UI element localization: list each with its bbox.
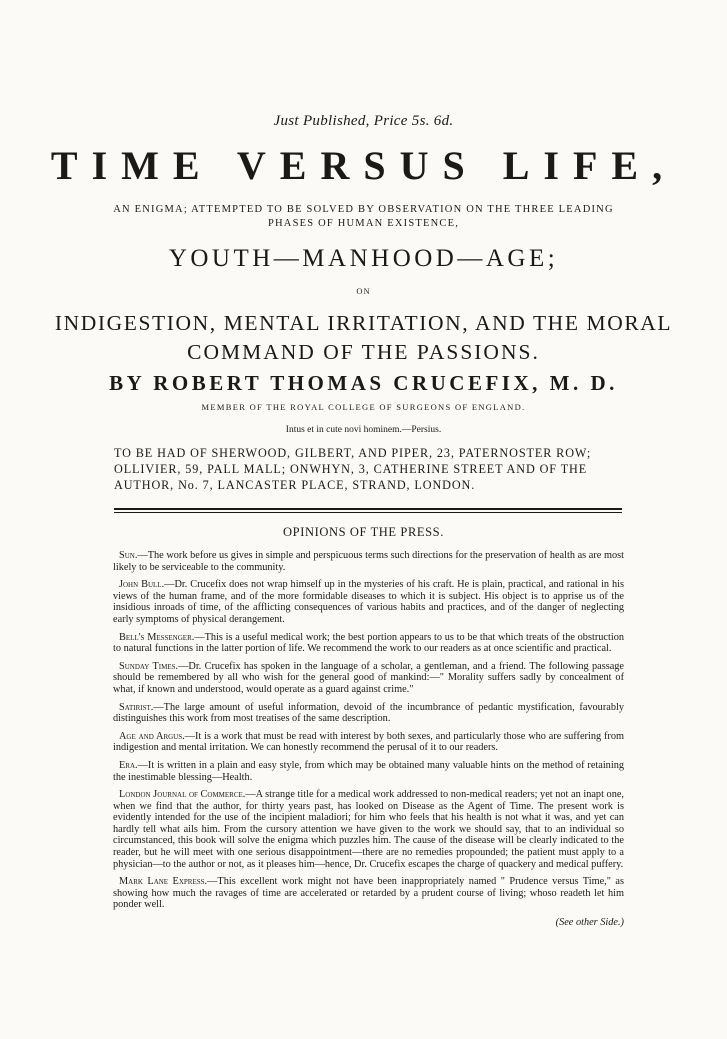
publication-note: Just Published, Price 5s. 6d. (273, 113, 454, 129)
review-text: —Dr. Crucefix has spoken in the language of a scholar, a gentleman, and a friend. The following passage should be remembered by all who wish for the general good of mankind:—" Morality suffers sadly by concealment of what, if known and understood, would operate as a guard against crime." (113, 660, 624, 695)
review-item (113, 661, 624, 696)
review-text: —A strange title for a medical work addressed to non-medical readers; yet not an inapt one, when we find that the author, for thirty years past, has looked on Disease as the Agent of Time. The present work is evidently intended for the use of the incipient maladiori; for him who feels that his health is not what it was, and yet can hardly tell what ails him. From the cursory attention we have given to the work we should say, that to an individual so circumstanced, this book will solve the enigma which puzzles him. The cause of the disease will be clearly indicated to the reader, but he will meet with one serious disappointment—there are no remedies propounded; the patient must apply to a physician—to the author or not, as it pleases him—hence, Dr. Crucefix escapes the charge of quackery and medical puffery. (113, 789, 624, 870)
booksellers-notice: TO BE HAD OF SHERWOOD, GILBERT, AND PIPER, 23, PATERNOSTER ROW; OLLIVIER, 59, PALL MALL; ONWHYN, 3, CATHERINE STREET AND OF THE AUTHOR, No. 7, LANCASTER PLACE, STRAND, LONDON. (114, 446, 592, 492)
review-source: Sunday Times. (119, 660, 179, 672)
book-title: TIME VERSUS LIFE, (50, 143, 677, 188)
author-line: BY ROBERT THOMAS CRUCEFIX, M. D. (109, 371, 618, 395)
review-item (113, 760, 624, 783)
review-source: Age and Argus. (119, 730, 185, 742)
on-connector: ON (356, 286, 371, 296)
press-reviews (113, 550, 624, 929)
review-text: —The work before us gives in simple and perspicuous terms such directions for the preservation of health as are most likely to be serviceable to the community. (113, 550, 624, 573)
review-text: —It is a work that must be read with interest by both sexes, and particularly those who are suffering from indigestion and mental irritation. We can honestly recommend the perusal of it to our readers. (113, 730, 624, 754)
review-source: Bell's Messenger. (119, 631, 195, 643)
see-other-side-note: (See other Side.) (555, 917, 624, 929)
life-phases: YOUTH—MANHOOD—AGE; (168, 245, 559, 272)
review-item (113, 579, 624, 625)
review-text: —This is a useful medical work; the best portion appears to us to be that which treats of the obstruction to natural functions in the latter portion of life. We recommend the work to our readers as at once scientific and practical. (113, 631, 624, 655)
review-text: —This excellent work might not have been inappropriately named " Prudence versus Time," as showing how much the ravages of time are accelerated or retarded by a prudent course of living; whoso readeth let him ponder well. (113, 876, 624, 911)
opinions-heading: OPINIONS OF THE PRESS. (283, 525, 444, 539)
author-credentials: MEMBER OF THE ROYAL COLLEGE OF SURGEONS OF ENGLAND. (201, 402, 526, 412)
review-text: —The large amount of useful information, devoid of the incumbrance of pedantic mystification, favourably distinguishes this work from most treatises of the same description. (113, 701, 624, 725)
topic-line-2: COMMAND OF THE PASSIONS. (187, 340, 540, 364)
topic-line-1: INDIGESTION, MENTAL IRRITATION, AND THE MORAL (54, 311, 673, 335)
review-source: Sun. (119, 550, 138, 561)
book-subtitle: AN ENIGMA; ATTEMPTED TO BE SOLVED BY OBSERVATION ON THE THREE LEADING PHASES OF HUMAN EXISTENCE, (113, 204, 614, 229)
review-item (113, 632, 624, 655)
review-source: Satirist. (119, 701, 154, 713)
review-item (113, 876, 624, 911)
review-item (113, 702, 624, 725)
review-item (113, 731, 624, 754)
review-item (113, 789, 624, 870)
review-text: —It is written in a plain and easy style, from which may be obtained many valuable hints on the method of retaining the inestimable blessing—Health. (113, 759, 624, 783)
review-text: —Dr. Crucefix does not wrap himself up in the mysteries of his craft. He is plain, practical, and rational in his views of the human frame, and of the more formidable diseases to which it is subject. His object is to apprise us of the insidious inroads of time, of the afflicting consequences of various habits and practices, and of the danger of neglecting early symptoms of physical derangement. (113, 579, 625, 625)
review-item (113, 550, 624, 573)
review-source: John Bull. (119, 579, 165, 591)
review-source: Mark Lane Express. (119, 876, 208, 888)
review-source: London Journal of Commerce. (119, 789, 246, 801)
review-source: Era. (119, 759, 138, 771)
divider-rule-thin (114, 512, 622, 513)
latin-motto: Intus et in cute novi hominem.—Persius. (285, 425, 442, 435)
divider-rule-thick (114, 508, 622, 510)
